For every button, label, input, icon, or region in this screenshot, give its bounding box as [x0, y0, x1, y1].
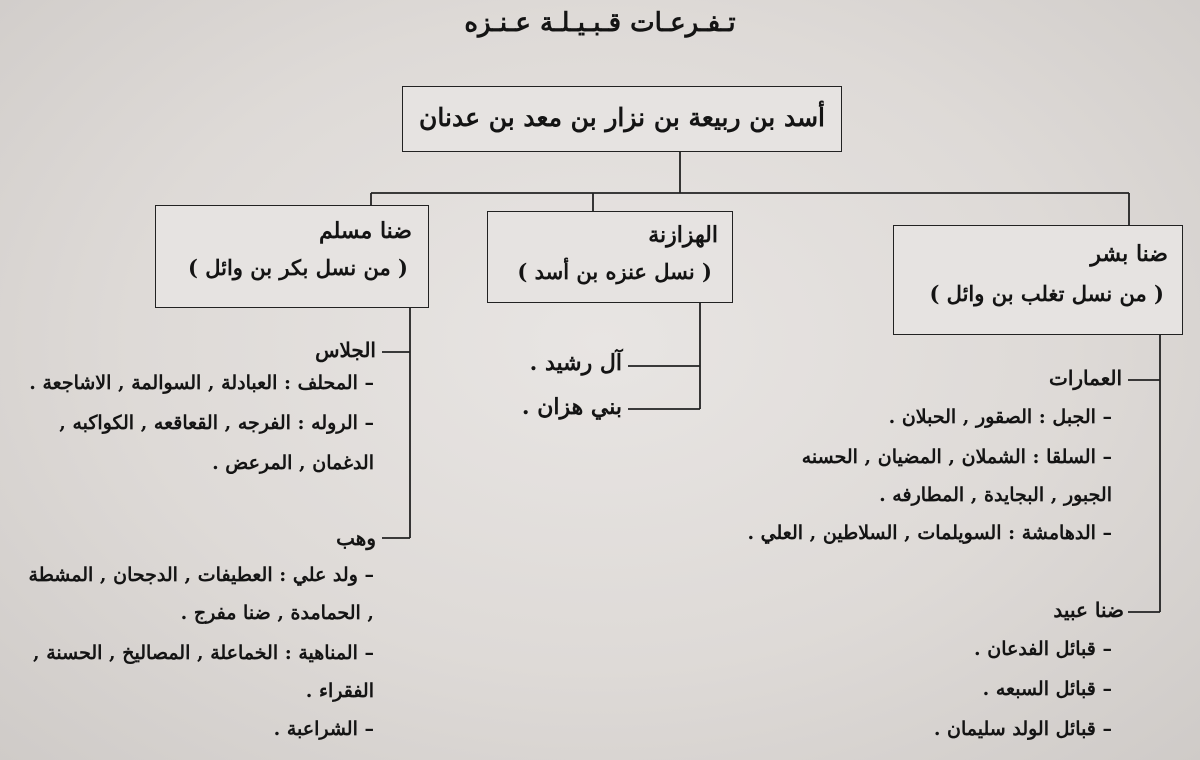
dhana-muslim-lineage: ( من نسل بكر بن وائل ): [187, 255, 408, 280]
list-item: , الحمامدة , ضنا مفرج .: [180, 602, 374, 624]
dhana-bishr-name: ضنا بشر: [1090, 241, 1168, 267]
list-item: – المناهية : الخماعلة , المصاليخ , الحسنة ,: [32, 642, 374, 664]
diagram-title: تـفـرعـات قـبـيـلـة عـنـزه: [464, 8, 736, 38]
dhana-bishr-box: [893, 225, 1183, 335]
list-item: – الجبل : الصقور , الحبلان .: [888, 406, 1112, 428]
list-item: – السلقا : الشملان , المضيان , الحسنه: [801, 446, 1112, 468]
amarat-heading: العمارات: [1049, 366, 1122, 390]
list-item: – الروله : الفرجه , القعاقعه , الكواكبه ,: [59, 412, 374, 434]
wahab-heading: وهب: [336, 526, 376, 550]
dhana-muslim-box: [155, 205, 429, 308]
list-item: الفقراء .: [305, 680, 374, 702]
hazazna-item-bani-hazan: بني هزان .: [521, 394, 622, 420]
dhana-bishr-lineage: ( من نسل تغلب بن وائل ): [929, 281, 1164, 306]
hazazna-name: الهزازنة: [648, 222, 718, 248]
list-item: الدغمان , المرعض .: [212, 452, 374, 474]
root-label: أسد بن ربيعة بن نزار بن معد بن عدنان: [419, 103, 825, 132]
list-item: – الشراعبة .: [273, 718, 374, 740]
jilas-heading: الجلاس: [315, 338, 376, 362]
list-item: – المحلف : العبادلة , السوالمة , الاشاجعة .: [29, 372, 374, 394]
dhana-ubaid-heading: ضنا عبيد: [1053, 598, 1124, 622]
list-item: – الدهامشة : السويلمات , السلاطين , العلي .: [747, 522, 1112, 544]
list-item: – ولد علي : العطيفات , الدجحان , المشطة: [28, 564, 374, 586]
root-box: [402, 86, 842, 152]
hazazna-lineage: ( نسل عنزه بن أسد ): [517, 259, 712, 284]
list-item: – قبائل السبعه .: [982, 678, 1112, 700]
dhana-muslim-name: ضنا مسلم: [318, 218, 412, 244]
list-item: الجبور , البجايدة , المطارفه .: [879, 484, 1112, 506]
hazazna-item-al-rasheed: آل رشيد .: [529, 350, 622, 376]
list-item: – قبائل الولد سليمان .: [933, 718, 1112, 740]
list-item: – قبائل الفدعان .: [974, 638, 1112, 660]
hazazna-box: [487, 211, 733, 303]
